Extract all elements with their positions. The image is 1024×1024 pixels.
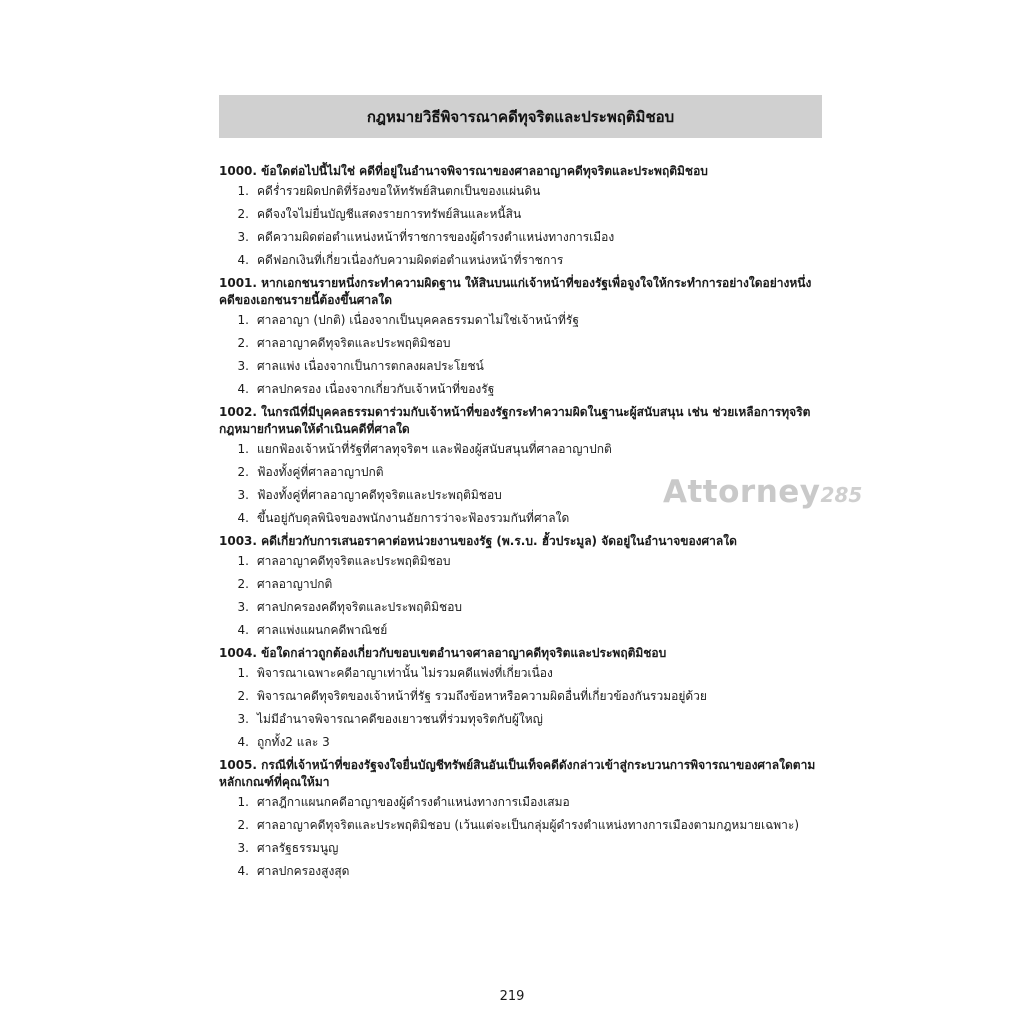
option-item bbox=[219, 734, 829, 751]
question-text: 1002. ในกรณีที่มีบุคคลธรรมดาร่วมกับเจ้าหน้าที่ของรัฐกระทำความผิดในฐานะผู้สนับสนุน เช่น ช่วยเหลือการทุจริต กฎหมายกำหนดให้ดำเนินคดีที่ศาลใด bbox=[219, 405, 811, 436]
question-block bbox=[219, 645, 829, 751]
option-text: ศาลแพ่งแผนกคดีพาณิชย์ bbox=[257, 623, 388, 637]
question-list bbox=[219, 163, 829, 886]
option-number: 1. bbox=[237, 184, 249, 198]
option-item bbox=[219, 206, 829, 223]
page-title-bar bbox=[219, 95, 822, 138]
option-text: ฟ้องทั้งคู่ที่ศาลอาญาปกติ bbox=[257, 465, 384, 479]
option-number: 4. bbox=[237, 382, 249, 396]
option-text: ศาลอาญาคดีทุจริตและประพฤติมิชอบ (เว้นแต่จะเป็นกลุ่มผู้ดำรงตำแหน่งทางการเมืองตามกฎหมายเฉพาะ) bbox=[257, 818, 800, 832]
option-number: 2. bbox=[237, 577, 249, 591]
option-item bbox=[219, 381, 829, 398]
option-number: 3. bbox=[237, 841, 249, 855]
options-list bbox=[219, 553, 829, 639]
option-number: 1. bbox=[237, 442, 249, 456]
options-list bbox=[219, 665, 829, 751]
option-text: ศาลฎีกาแผนกคดีอาญาของผู้ดำรงตำแหน่งทางการเมืองเสมอ bbox=[257, 795, 570, 809]
option-text: ศาลปกครองสูงสุด bbox=[257, 864, 350, 878]
option-text: ศาลอาญาปกติ bbox=[257, 577, 333, 591]
option-number: 3. bbox=[237, 712, 249, 726]
option-item bbox=[219, 599, 829, 616]
option-number: 3. bbox=[237, 488, 249, 502]
option-number: 3. bbox=[237, 230, 249, 244]
option-number: 4. bbox=[237, 623, 249, 637]
option-number: 2. bbox=[237, 818, 249, 832]
option-number: 1. bbox=[237, 795, 249, 809]
option-number: 4. bbox=[237, 511, 249, 525]
option-text: ฟ้องทั้งคู่ที่ศาลอาญาคดีทุจริตและประพฤติมิชอบ bbox=[257, 488, 502, 502]
option-item bbox=[219, 688, 829, 705]
option-number: 1. bbox=[237, 313, 249, 327]
option-text: ศาลอาญา (ปกติ) เนื่องจากเป็นบุคคลธรรมดาไม่ใช่เจ้าหน้าที่รัฐ bbox=[257, 313, 579, 327]
option-item bbox=[219, 863, 829, 880]
option-item bbox=[219, 229, 829, 246]
option-item bbox=[219, 358, 829, 375]
options-list bbox=[219, 312, 829, 398]
option-text: ศาลอาญาคดีทุจริตและประพฤติมิชอบ bbox=[257, 336, 451, 350]
option-text: ศาลรัฐธรรมนูญ bbox=[257, 841, 339, 855]
option-text: คดีความผิดต่อตำแหน่งหน้าที่ราชการของผู้ดำรงตำแหน่งทางการเมือง bbox=[257, 230, 615, 244]
question-text: 1004. ข้อใดกล่าวถูกต้องเกี่ยวกับขอบเขตอำนาจศาลอาญาคดีทุจริตและประพฤติมิชอบ bbox=[219, 646, 667, 660]
option-text: พิจารณาเฉพาะคดีอาญาเท่านั้น ไม่รวมคดีแพ่งที่เกี่ยวเนื่อง bbox=[257, 666, 553, 680]
option-item bbox=[219, 840, 829, 857]
watermark-sub: 285 bbox=[820, 483, 863, 507]
question-text: 1003. คดีเกี่ยวกับการเสนอราคาต่อหน่วยงานของรัฐ (พ.ร.บ. ฮั้วประมูล) จัดอยู่ในอำนาจของศาลใด bbox=[219, 534, 737, 548]
option-text: ไม่มีอำนาจพิจารณาคดีของเยาวชนที่ร่วมทุจริตกับผู้ใหญ่ bbox=[257, 712, 543, 726]
option-item bbox=[219, 553, 829, 570]
question-block bbox=[219, 757, 829, 880]
option-number: 1. bbox=[237, 666, 249, 680]
question-block bbox=[219, 163, 829, 269]
option-item bbox=[219, 665, 829, 682]
watermark-main: Attorney bbox=[663, 474, 821, 510]
option-text: ถูกทั้ง2 และ 3 bbox=[257, 735, 330, 749]
option-number: 3. bbox=[237, 600, 249, 614]
page-number: 219 bbox=[499, 989, 525, 1004]
option-text: ศาลปกครองคดีทุจริตและประพฤติมิชอบ bbox=[257, 600, 463, 614]
option-item bbox=[219, 622, 829, 639]
options-list bbox=[219, 183, 829, 269]
option-item bbox=[219, 183, 829, 200]
option-text: แยกฟ้องเจ้าหน้าที่รัฐที่ศาลทุจริตฯ และฟ้องผู้สนับสนุนที่ศาลอาญาปกติ bbox=[257, 442, 612, 456]
option-item bbox=[219, 510, 829, 527]
option-text: ศาลแพ่ง เนื่องจากเป็นการตกลงผลประโยชน์ bbox=[257, 359, 484, 373]
option-text: ศาลอาญาคดีทุจริตและประพฤติมิชอบ bbox=[257, 554, 451, 568]
option-item bbox=[219, 576, 829, 593]
option-number: 1. bbox=[237, 554, 249, 568]
watermark-logo bbox=[663, 474, 862, 510]
option-number: 2. bbox=[237, 336, 249, 350]
question-text: 1001. หากเอกชนรายหนึ่งกระทำความผิดฐาน ให้สินบนแก่เจ้าหน้าที่ของรัฐเพื่อจูงใจให้กระทำการอย่างใดอย่างหนึ่ง คดีของเอกชนรายนี้ต้องขึ้นศาลใด bbox=[219, 276, 812, 307]
option-number: 4. bbox=[237, 864, 249, 878]
option-number: 2. bbox=[237, 207, 249, 221]
option-item bbox=[219, 711, 829, 728]
option-number: 2. bbox=[237, 465, 249, 479]
option-item bbox=[219, 252, 829, 269]
question-text: 1005. กรณีที่เจ้าหน้าที่ของรัฐจงใจยื่นบัญชีทรัพย์สินอันเป็นเท็จคดีดังกล่าวเข้าสู่กระบวนการพิจารณาของศาลใดตามหลักเกณฑ์ที่คุณให้มา bbox=[219, 758, 816, 789]
page-title: กฎหมายวิธีพิจารณาคดีทุจริตและประพฤติมิชอบ bbox=[366, 107, 675, 126]
option-text: พิจารณาคดีทุจริตของเจ้าหน้าที่รัฐ รวมถึงข้อหาหรือความผิดอื่นที่เกี่ยวข้องกันรวมอยู่ด้วย bbox=[257, 689, 707, 703]
option-number: 2. bbox=[237, 689, 249, 703]
option-number: 4. bbox=[237, 735, 249, 749]
options-list bbox=[219, 794, 829, 880]
option-item bbox=[219, 794, 829, 811]
question-block bbox=[219, 275, 829, 398]
question-text: 1000. ข้อใดต่อไปนี้ไม่ใช่ คดีที่อยู่ในอำนาจพิจารณาของศาลอาญาคดีทุจริตและประพฤติมิชอบ bbox=[219, 164, 708, 178]
option-item bbox=[219, 817, 829, 834]
option-number: 3. bbox=[237, 359, 249, 373]
option-text: คดีฟอกเงินที่เกี่ยวเนื่องกับความผิดต่อตำแหน่งหน้าที่ราชการ bbox=[257, 253, 564, 267]
option-text: คดีร่ำรวยผิดปกติที่ร้องขอให้ทรัพย์สินตกเป็นของแผ่นดิน bbox=[257, 184, 541, 198]
option-text: คดีจงใจไม่ยื่นบัญชีแสดงรายการทรัพย์สินและหนี้สิน bbox=[257, 207, 522, 221]
question-block bbox=[219, 533, 829, 639]
option-text: ขึ้นอยู่กับดุลพินิจของพนักงานอัยการว่าจะฟ้องรวมกันที่ศาลใด bbox=[257, 511, 570, 525]
option-item bbox=[219, 335, 829, 352]
option-item bbox=[219, 312, 829, 329]
option-number: 4. bbox=[237, 253, 249, 267]
option-text: ศาลปกครอง เนื่องจากเกี่ยวกับเจ้าหน้าที่ของรัฐ bbox=[257, 382, 495, 396]
option-item bbox=[219, 441, 829, 458]
